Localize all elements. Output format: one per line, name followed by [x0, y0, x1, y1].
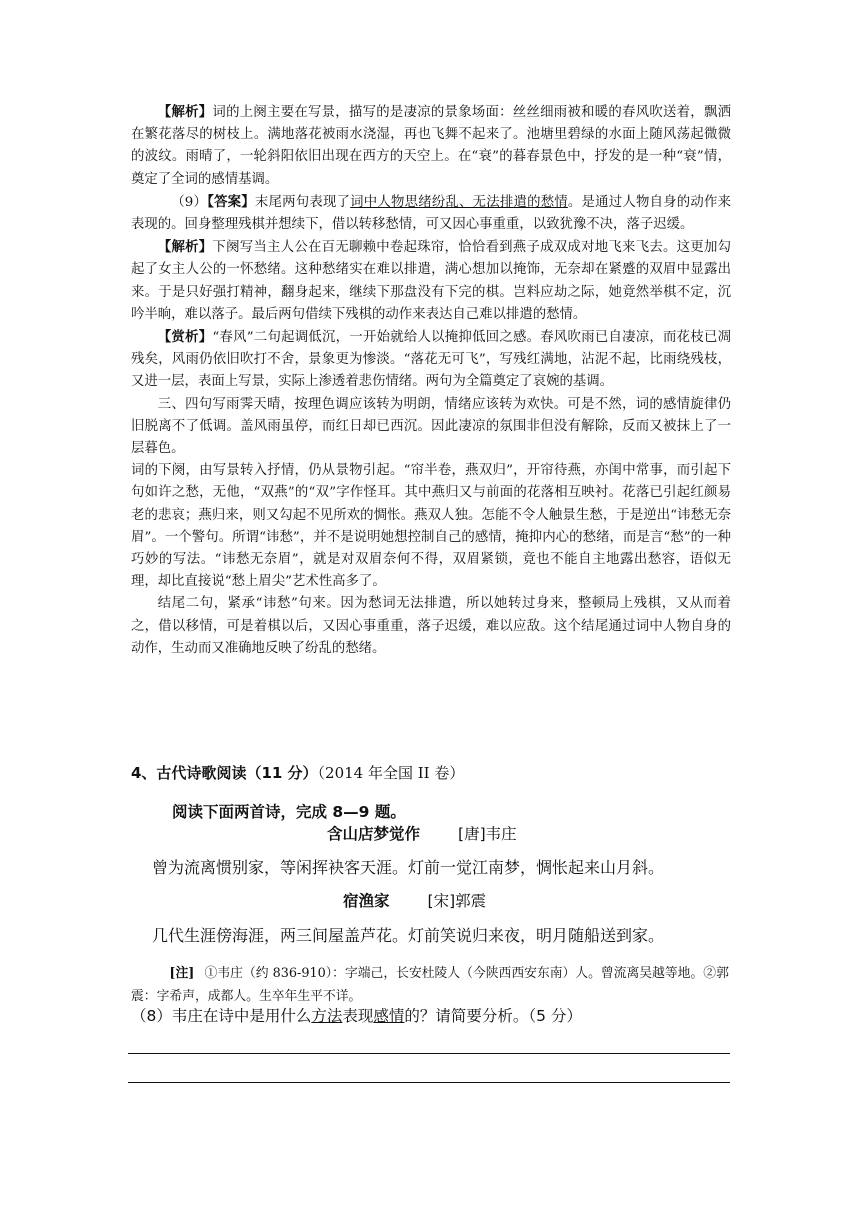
answer-key-phrase: 词中人物思绪纷乱、无法排遣的愁情 [350, 194, 568, 210]
appreciation-paragraph-3: 三、四句写雨霁天晴，按理色调应该转为明朗，情绪应该转为欢快。可是不然，词的感情旋律仍旧脱离不了低调。盖风雨虽停，而红日却已西沉。因此凄凉的氛围非但没有解除，反而又被抹上了一层暮色。 [131, 396, 731, 457]
analysis-paragraph-2 [131, 236, 731, 326]
answer-line[interactable] [128, 1053, 730, 1054]
question-text-pre: （8）韦庄在诗中是用什么 [131, 1007, 312, 1025]
analysis-tag: 【解析】 [157, 104, 213, 120]
section-4-heading [131, 762, 464, 783]
answer-tag: 【答案】 [207, 193, 255, 210]
question-8 [131, 1004, 582, 1026]
question-keyword-emotion: 感情 [373, 1007, 405, 1025]
answer-9-paragraph [131, 191, 731, 236]
analysis-text: 下阕写当主人公在百无聊赖中卷起珠帘，恰恰看到燕子成双成对地飞来飞去。这更加勾起了女主人公的一怀愁绪。这种愁绪实在难以排遣，满心想加以掩饰，无奈却在紧蹙的双眉中显露出来。于是只好强打精神，翻身起来，继续下那盘没有下完的棋。岂料应劫之际，她竟然举棋不定，沉吟半晌，难以落子。最后两句借续下残棋的动作来表达自己难以排遣的愁情。 [131, 240, 732, 322]
question-text-post: 的？请简要分析。（5 分） [404, 1007, 582, 1025]
analysis-tag: 【解析】 [157, 239, 213, 256]
answer-text-post: 。是通过人物自身的动作来表现的。回身整理残棋并想续下，借以转移愁情，可又因心事重重，以致犹豫不决，落子迟缓。 [131, 194, 732, 233]
answer-analysis-section [131, 101, 731, 660]
poem-2-title-line [343, 889, 486, 911]
poem-author: [宋]郭震 [427, 892, 487, 910]
question-text-mid: 表现 [342, 1007, 374, 1025]
appreciation-text: “春风”二句起调低沉，一开始就给人以掩抑低回之感。春风吹雨已自凄凉，而花枝已凋残矣，风雨仍依旧吹打不舍，景象更为惨淡。“落花无可飞”，写残红满地，沾泥不起，比雨绕残枝，又进一层，表面上写景，实际上渗透着悲伤情绪。两句为全篇奠定了哀婉的基调。 [131, 330, 731, 390]
poem-1-title-line [327, 822, 517, 844]
answer-text-pre: 末尾两句表现了 [254, 194, 351, 210]
reading-instruction: 阅读下面两首诗，完成 8—9 题。 [172, 803, 406, 821]
analysis-paragraph-1 [131, 101, 731, 191]
question-keyword-method: 方法 [311, 1007, 343, 1025]
analysis-text: 词的上阕主要在写景，描写的是凄凉的景象场面：丝丝细雨被和暖的春风吹送着，飘洒在繁花落尽的树枝上。满地落花被雨水浇湿，再也飞舞不起来了。池塘里碧绿的水面上随风荡起微微的波纹。雨晴了，一轮斜阳依旧出现在西方的天空上。在“衰”的暮春景色中，抒发的是一种“衰”情，奠定了全词的感情基调。 [131, 105, 732, 187]
note-text: ①韦庄（约 836-910）：字端己，长安杜陵人（今陕西西安东南）人。曾流离吴越等地。②郭震：字希声，成都人。生卒年生平不详。 [131, 966, 729, 1004]
poem-title: 宿渔家 [343, 892, 390, 910]
poem-author: [唐]韦庄 [458, 825, 517, 843]
section-source: （2014 年全国 II 卷） [317, 764, 465, 782]
poem-1-text: 曾为流离惯别家，等闲挥袂客天涯。灯前一觉江南梦，惆怅起来山月斜。 [152, 858, 665, 877]
poem-notes [131, 962, 731, 1008]
poem-2-text: 几代生涯傍海涯，两三间屋盖芦花。灯前笑说归来夜，明月随船送到家。 [152, 926, 665, 945]
answer-number: （9） [171, 194, 208, 210]
appreciation-paragraph-5: 结尾二句，紧承“讳愁”句来。因为愁词无法排遣，所以她转过身来，整顿局上残棋，又从而着之，借以移情，可是着棋以后，又因心事重重，落子迟缓，难以应敌。这个结尾通过词中人物自身的动作，生动而又准确地反映了纷乱的愁绪。 [131, 596, 731, 656]
poem-title: 含山店梦觉作 [327, 825, 421, 843]
note-tag: [注] [169, 966, 195, 981]
answer-line[interactable] [128, 1082, 730, 1083]
appreciation-tag: 【赏析】 [157, 329, 213, 346]
section-title: 4、古代诗歌阅读（11 分） [131, 764, 318, 782]
appreciation-paragraph [131, 326, 731, 394]
appreciation-paragraph-4: 词的下阕，由写景转入抒情，仍从景物引起。“帘半卷，燕双归”，开帘待燕，亦闺中常事，而引起下句如许之愁，无他，“双燕”的“双”字作怪耳。其中燕归又与前面的花落相互映衬。花落已引起红颜易老的悲哀；燕归来，则又勾起不见所欢的惆怅。燕双人独。怎能不令人触景生愁，于是逆出“讳愁无奈眉”。一个警句。所谓“讳愁”，并不是说明她想控制自己的感情，掩抑内心的愁绪，而是言“愁”的一种巧妙的写法。“讳愁无奈眉”，就是对双眉奈何不得，双眉紧锁，竟也不能自主地露出愁容，语似无理，却比直接说“愁上眉尖”艺术性高多了。 [131, 463, 731, 590]
